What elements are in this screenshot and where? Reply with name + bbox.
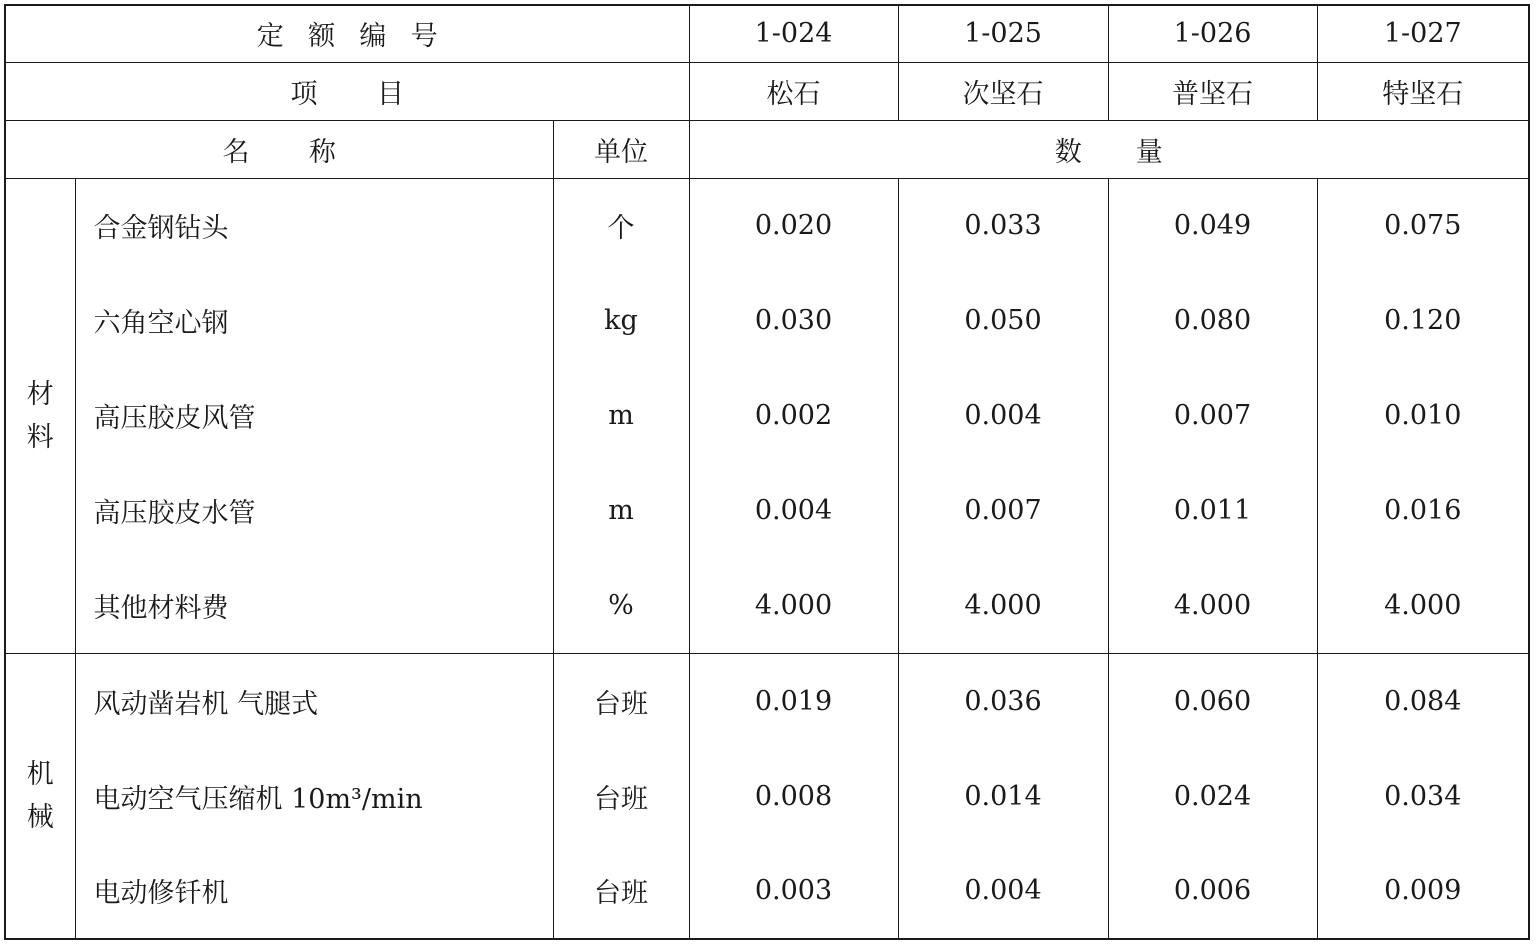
machine-unit: 台班 bbox=[553, 844, 689, 939]
value-cell: 0.019 bbox=[689, 654, 898, 749]
item-header-label: 项目 bbox=[290, 78, 464, 110]
material-unit: 个 bbox=[553, 178, 689, 273]
table-row bbox=[5, 749, 1529, 844]
category-cell-materials bbox=[5, 178, 75, 653]
value-cell: 0.050 bbox=[898, 273, 1108, 368]
value-cell: 0.009 bbox=[1317, 844, 1529, 939]
material-name: 高压胶皮风管 bbox=[75, 368, 553, 463]
machine-name: 电动修钎机 bbox=[75, 844, 553, 939]
machine-unit: 台班 bbox=[553, 654, 689, 749]
value-cell: 0.033 bbox=[898, 178, 1108, 273]
material-unit: % bbox=[553, 559, 689, 654]
unit-header-cell: 单位 bbox=[553, 120, 689, 178]
table-row bbox=[5, 273, 1529, 368]
value-cell: 0.007 bbox=[1108, 368, 1317, 463]
material-name: 其他材料费 bbox=[75, 559, 553, 654]
category-label: 材料 bbox=[26, 378, 54, 453]
header-row-items bbox=[5, 62, 1529, 120]
item-cell: 普坚石 bbox=[1108, 62, 1317, 120]
table-row bbox=[5, 463, 1529, 558]
table-row bbox=[5, 844, 1529, 939]
material-unit: kg bbox=[553, 273, 689, 368]
item-cell: 特坚石 bbox=[1317, 62, 1529, 120]
value-cell: 0.007 bbox=[898, 463, 1108, 558]
value-cell: 0.008 bbox=[689, 749, 898, 844]
item-cell: 松石 bbox=[689, 62, 898, 120]
material-unit: m bbox=[553, 463, 689, 558]
code-cell: 1-025 bbox=[898, 5, 1108, 62]
value-cell: 0.020 bbox=[689, 178, 898, 273]
qty-header-cell bbox=[689, 120, 1529, 178]
value-cell: 4.000 bbox=[689, 559, 898, 654]
header-row-fields bbox=[5, 120, 1529, 178]
value-cell: 0.006 bbox=[1108, 844, 1317, 939]
value-cell: 0.003 bbox=[689, 844, 898, 939]
value-cell: 0.016 bbox=[1317, 463, 1529, 558]
value-cell: 0.036 bbox=[898, 654, 1108, 749]
value-cell: 0.011 bbox=[1108, 463, 1317, 558]
value-cell: 4.000 bbox=[1108, 559, 1317, 654]
value-cell: 0.004 bbox=[898, 368, 1108, 463]
material-unit: m bbox=[553, 368, 689, 463]
value-cell: 0.014 bbox=[898, 749, 1108, 844]
value-cell: 0.084 bbox=[1317, 654, 1529, 749]
machine-unit: 台班 bbox=[553, 749, 689, 844]
name-header-label: 名称 bbox=[222, 136, 396, 168]
value-cell: 0.120 bbox=[1317, 273, 1529, 368]
value-cell: 0.024 bbox=[1108, 749, 1317, 844]
quota-table bbox=[4, 4, 1530, 940]
table-row bbox=[5, 654, 1529, 749]
value-cell: 0.034 bbox=[1317, 749, 1529, 844]
machine-name: 风动凿岩机 气腿式 bbox=[75, 654, 553, 749]
item-cell: 次坚石 bbox=[898, 62, 1108, 120]
machine-name: 电动空气压缩机 10m³/min bbox=[75, 749, 553, 844]
value-cell: 0.060 bbox=[1108, 654, 1317, 749]
value-cell: 0.004 bbox=[898, 844, 1108, 939]
value-cell: 0.010 bbox=[1317, 368, 1529, 463]
category-label: 机械 bbox=[26, 758, 54, 834]
value-cell: 0.080 bbox=[1108, 273, 1317, 368]
category-cell-machinery bbox=[5, 654, 75, 939]
code-cell: 1-026 bbox=[1108, 5, 1317, 62]
material-name: 合金钢钻头 bbox=[75, 178, 553, 273]
name-header-cell bbox=[5, 120, 553, 178]
item-header-cell bbox=[5, 62, 689, 120]
code-header-cell bbox=[5, 5, 689, 62]
table-row bbox=[5, 178, 1529, 273]
code-header-label: 定额编号 bbox=[256, 21, 462, 53]
code-cell: 1-027 bbox=[1317, 5, 1529, 62]
value-cell: 0.075 bbox=[1317, 178, 1529, 273]
table-row bbox=[5, 559, 1529, 654]
value-cell: 0.002 bbox=[689, 368, 898, 463]
material-name: 六角空心钢 bbox=[75, 273, 553, 368]
code-cell: 1-024 bbox=[689, 5, 898, 62]
value-cell: 0.004 bbox=[689, 463, 898, 558]
value-cell: 0.030 bbox=[689, 273, 898, 368]
value-cell: 4.000 bbox=[898, 559, 1108, 654]
value-cell: 4.000 bbox=[1317, 559, 1529, 654]
qty-header-label: 数量 bbox=[1054, 136, 1217, 168]
material-name: 高压胶皮水管 bbox=[75, 463, 553, 558]
value-cell: 0.049 bbox=[1108, 178, 1317, 273]
table-row bbox=[5, 368, 1529, 463]
header-row-codes bbox=[5, 5, 1529, 62]
